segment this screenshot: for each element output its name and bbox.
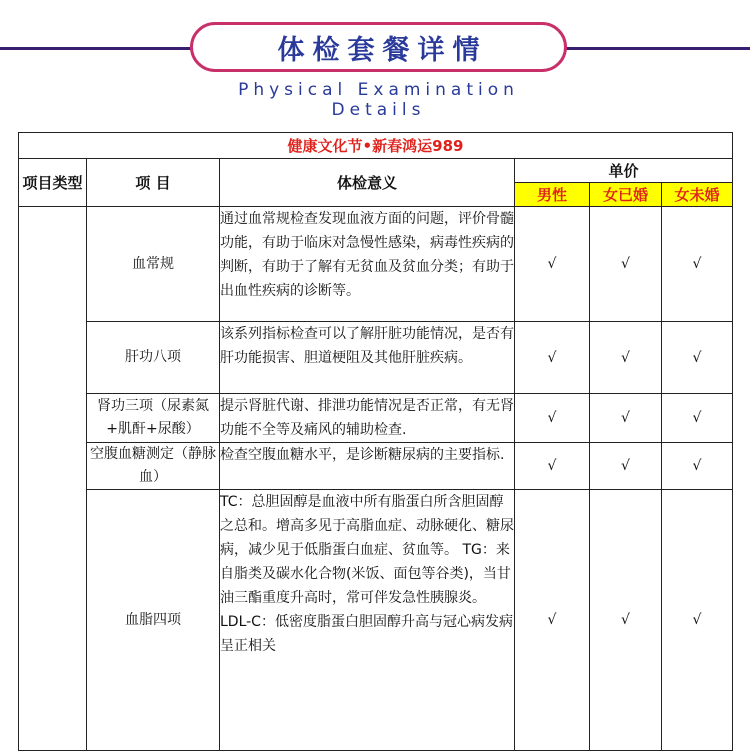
title-banner (190, 22, 567, 72)
check-mark-female-unmarried: √ (662, 490, 733, 751)
check-mark-female-married: √ (590, 443, 662, 490)
col-header-female-married: 女已婚 (590, 183, 662, 207)
check-mark-female-unmarried: √ (662, 394, 733, 443)
check-mark-male: √ (515, 490, 590, 751)
check-mark-male: √ (515, 394, 590, 443)
check-mark-female-unmarried: √ (662, 207, 733, 322)
check-mark-male: √ (515, 322, 590, 394)
check-mark-female-unmarried: √ (662, 322, 733, 394)
check-mark-female-married: √ (590, 490, 662, 751)
check-mark-female-married: √ (590, 207, 662, 322)
col-header-male: 男性 (515, 183, 590, 207)
col-header-female-unmarried: 女未婚 (662, 183, 733, 207)
col-header-item: 项 目 (87, 159, 220, 207)
col-header-meaning: 体检意义 (220, 159, 515, 207)
table-row (19, 443, 733, 490)
item-description: 该系列指标检查可以了解肝脏功能情况，是否有肝功能损害、胆道梗阻及其他肝脏疾病。 (220, 322, 515, 394)
table-row (19, 394, 733, 443)
item-description: 检查空腹血糖水平，是诊断糖尿病的主要指标. (220, 443, 515, 490)
item-name: 空腹血糖测定（静脉血） (87, 443, 220, 490)
table-row (19, 207, 733, 322)
col-header-type: 项目类型 (19, 159, 87, 207)
item-name: 血常规 (87, 207, 220, 322)
page-subtitle: Physical Examination Details (238, 80, 519, 120)
item-type-cell (19, 207, 87, 751)
item-name: 肝功八项 (87, 322, 220, 394)
item-description: 通过血常规检查发现血液方面的问题，评价骨髓功能，有助于临床对急慢性感染，病毒性疾病的判断，有助于了解有无贫血及贫血分类；有助于出血性疾病的诊断等。 (220, 207, 515, 322)
col-header-price: 单价 (515, 159, 733, 183)
item-description: 提示肾脏代谢、排泄功能情况是否正常，有无肾功能不全等及痛风的辅助检查. (220, 394, 515, 443)
check-mark-female-married: √ (590, 394, 662, 443)
page-title: 体检套餐详情 (277, 34, 488, 66)
item-description: TC：总胆固醇是血液中所有脂蛋白所含胆固醇之总和。增高多见于高脂血症、动脉硬化、糖尿病，减少见于低脂蛋白血症、贫血等。 TG：来自脂类及碳水化合物(米饭、面包等谷类)，当甘油三酯重度升高时，常可伴发急性胰腺炎。 LDL-C：低密度脂蛋白胆固醇升高与冠心病发病呈正相关 (220, 490, 515, 751)
promo-banner: 健康文化节•新春鸿运989 (19, 133, 733, 159)
table-row (19, 322, 733, 394)
check-mark-male: √ (515, 443, 590, 490)
check-mark-female-married: √ (590, 322, 662, 394)
check-mark-male: √ (515, 207, 590, 322)
exam-table (18, 132, 733, 751)
item-name: 血脂四项 (87, 490, 220, 751)
item-name: 肾功三项（尿素氮+肌酐+尿酸） (87, 394, 220, 443)
table-row (19, 490, 733, 751)
check-mark-female-unmarried: √ (662, 443, 733, 490)
